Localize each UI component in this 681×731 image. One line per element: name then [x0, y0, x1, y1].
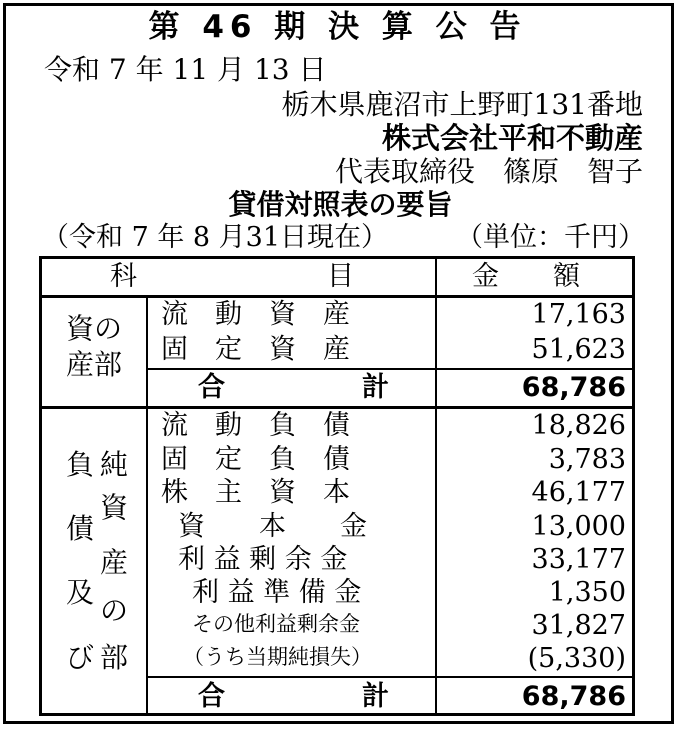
- representative-name: 代表取締役 篠原 智子: [334, 155, 643, 188]
- liab-label-col2: 部: [100, 641, 129, 674]
- liab-row-value: 31,827: [531, 610, 626, 641]
- liab-row-value: 13,000: [531, 511, 626, 542]
- section-column-divider: [146, 296, 148, 714]
- assets-total-label-b: 計: [362, 372, 389, 403]
- liab-row-label: 株 主 資 本: [161, 477, 350, 508]
- asset-row-value: 51,623: [531, 334, 626, 365]
- liab-row-label: 流 動 負 債: [161, 410, 350, 441]
- liab-row-value: 1,350: [548, 577, 626, 608]
- liab-label-col1: 債: [66, 512, 95, 545]
- liab-row-label: 資 本 金: [178, 511, 367, 542]
- liab-label-col1: び: [66, 641, 95, 674]
- assets-total-divider: [148, 368, 632, 370]
- liabilities-total-label-b: 計: [362, 681, 389, 712]
- assets-section-label-line1: 資の: [66, 312, 123, 345]
- liab-row-label: （うち当期純損失）: [183, 645, 372, 669]
- liab-label-col1: 負: [66, 448, 95, 481]
- period-note: （令和 7 年 8 月31日現在）: [42, 222, 389, 253]
- header-divider: [42, 295, 632, 298]
- amount-column-divider: [435, 259, 437, 714]
- liab-row-value: 33,177: [531, 544, 626, 575]
- liab-row-value: (5,330): [527, 643, 626, 674]
- balance-sheet-table: [39, 256, 635, 716]
- company-name: 株式会社平和不動産: [381, 121, 643, 155]
- notice-title: 第 46 期 決 算 公 告: [148, 9, 527, 45]
- liabilities-total-divider: [148, 676, 632, 678]
- header-moku: 目: [327, 261, 354, 292]
- liab-row-label: 利 益 準 備 金: [192, 577, 362, 608]
- liab-row-value: 18,826: [531, 410, 626, 441]
- asset-row-label: 固 定 資 産: [161, 334, 350, 365]
- liab-row-label: 利 益 剰 余 金: [178, 544, 348, 575]
- liabilities-total-value: 68,786: [521, 681, 626, 712]
- section-divider: [42, 406, 632, 409]
- liab-row-value: 3,783: [548, 444, 626, 475]
- header-amount: 金 額: [472, 261, 580, 292]
- liab-row-label: 固 定 負 債: [161, 444, 350, 475]
- liab-label-col1: 及: [66, 576, 95, 609]
- assets-total-value: 68,786: [521, 372, 626, 403]
- liabilities-total-label-a: 合: [198, 681, 225, 712]
- header-ka: 科: [110, 261, 137, 292]
- assets-section-label-line2: 産部: [66, 348, 123, 381]
- liab-row-value: 46,177: [531, 477, 626, 508]
- liab-label-col2: 産: [100, 546, 129, 579]
- document-subtitle: 貸借対照表の要旨: [228, 188, 453, 221]
- assets-total-label-a: 合: [198, 372, 225, 403]
- liab-label-col2: 資: [100, 491, 129, 524]
- asset-row-value: 17,163: [531, 299, 626, 330]
- liab-label-col2: 純: [100, 448, 129, 481]
- notice-date: 令和 7 年 11 月 13 日: [44, 53, 327, 86]
- unit-note: （単位：千円）: [456, 222, 645, 253]
- liab-label-col2: の: [100, 594, 129, 627]
- liab-row-label: その他利益剰余金: [192, 612, 360, 636]
- asset-row-label: 流 動 資 産: [161, 299, 350, 330]
- company-address: 栃木県鹿沼市上野町131番地: [281, 88, 643, 121]
